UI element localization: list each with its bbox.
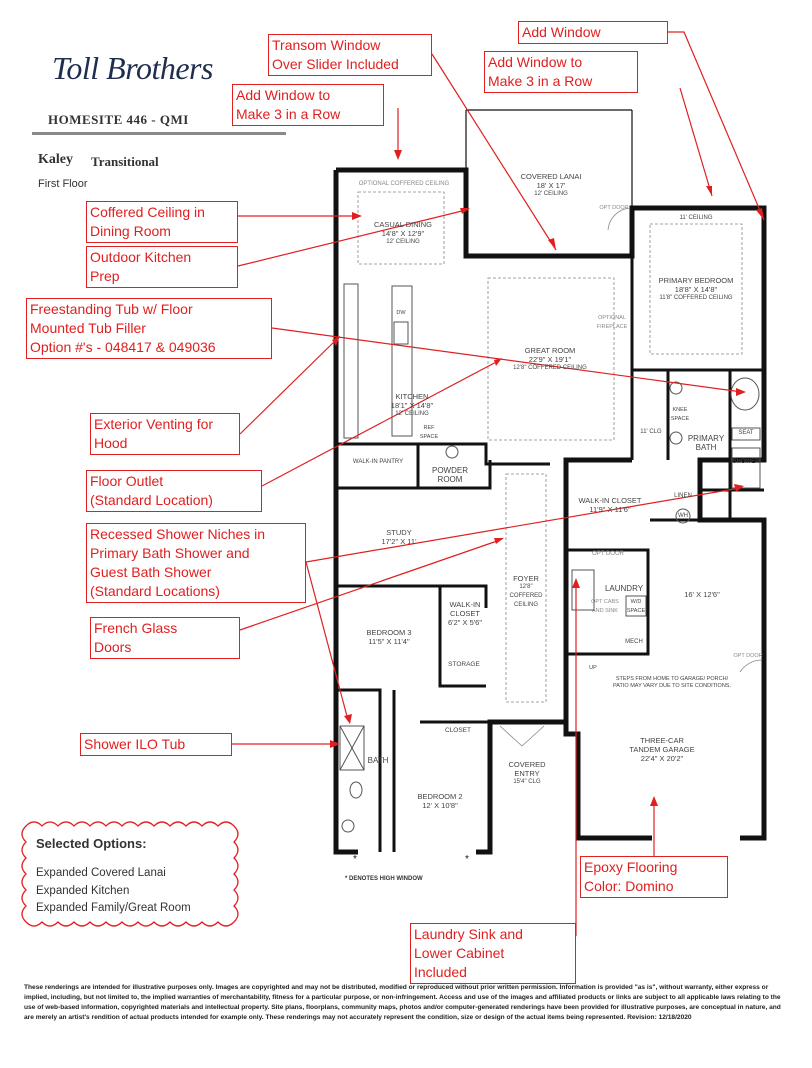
opt-door-closet-label: OPT DOOR xyxy=(592,551,624,557)
homesite-label: HOMESITE 446 - QMI xyxy=(48,112,189,127)
seat-label: SEAT xyxy=(738,430,754,436)
covered-entry-label: COVERED ENTRY 15'4" CLG xyxy=(508,760,546,785)
callout-laundry-sink: Laundry Sink and Lower Cabinet Included xyxy=(410,923,576,984)
plan-style: Transitional xyxy=(91,154,159,169)
primary-ceiling-label: 11' CEILING xyxy=(679,215,713,221)
walk-in-closet-primary-label: WALK-IN CLOSET 11'9" X 11'6" xyxy=(578,496,642,514)
laundry-label: LAUNDRY xyxy=(604,584,644,593)
callout-outdoor-kitchen: Outdoor Kitchen Prep xyxy=(86,246,238,288)
callout-floor-outlet: Floor Outlet (Standard Location) xyxy=(86,470,262,512)
high-window-note: * DENOTES HIGH WINDOW xyxy=(345,876,423,882)
svg-text:*: * xyxy=(465,854,469,865)
callout-add-window: Add Window xyxy=(518,21,668,44)
steps-note-label: STEPS FROM HOME TO GARAGE/ PORCH/ PATIO MAY VARY DUE TO SITE CONDITIONS. xyxy=(613,676,731,689)
callout-shower-ilo-tub: Shower ILO Tub xyxy=(80,733,232,756)
shower-label: SHOWER xyxy=(732,459,760,465)
bedroom2-label: BEDROOM 2 12' X 10'8" xyxy=(417,792,463,810)
callout-epoxy-flooring: Epoxy Flooring Color: Domino xyxy=(580,856,728,898)
callout-transom-window: Transom Window Over Slider Included xyxy=(268,34,432,76)
garage-label: THREE-CAR TANDEM GARAGE 22'4" X 20'2" xyxy=(629,736,695,763)
callout-shower-niches: Recessed Shower Niches in Primary Bath Shower and Guest Bath Shower (Standard Locations) xyxy=(86,523,306,603)
opt-door-lanai-label: OPT DOOR xyxy=(599,205,629,211)
wh-label: WH xyxy=(678,513,688,519)
covered-lanai-label: COVERED LANAI 18' X 17' 12' CEILING xyxy=(520,172,582,197)
plan-name: Kaley xyxy=(38,152,73,167)
primary-bath-label: PRIMARY BATH xyxy=(687,434,725,452)
room-16-label: 16' X 12'6" xyxy=(684,590,720,599)
callout-exterior-venting: Exterior Venting for Hood xyxy=(90,413,240,455)
linen-label: LINEN xyxy=(674,493,692,499)
storage-label: STORAGE xyxy=(448,661,480,668)
callout-add-window-3-left: Add Window to Make 3 in a Row xyxy=(232,84,384,126)
svg-text:*: * xyxy=(353,854,357,865)
opt-cabs-label: OPT CABS AND SINK xyxy=(591,599,619,614)
casual-dining-label: CASUAL DINING 14'8" X 12'9" 12' CEILING xyxy=(373,220,433,245)
wd-space-label: W/D SPACE xyxy=(626,599,646,614)
closet-label: CLOSET xyxy=(444,727,471,734)
callout-add-window-3-right: Add Window to Make 3 in a Row xyxy=(484,51,638,93)
dw-label: DW xyxy=(396,310,406,316)
walk-in-closet-b3-label: WALK-IN CLOSET 6'2" X 5'6" xyxy=(447,600,483,627)
disclaimer-text: These renderings are intended for illustrative purposes only. Images are copyrighted and may not be distributed, modified or reproduced without prior written permission. Information is provided "as is", without warranty, either express or implied, including, but not limited to, the implied warranties of merchantability, fitness for a particular purpose, or non-infringement. Access and use of the images and affiliated products or links are subject to all applicable laws relating to the use of web-based information, copyrighted materials and intellectual property. Site plans, floorplans, community maps, photos and/or computer-generated renderings have been provided for illustrative purposes, are conceptual in nature, and are merely an artist's rendition of actual products intended for example only. These renderings may not accurately represent the condition, size or design of the actual items being represented. Revision: 12/18/2020 xyxy=(24,984,781,1021)
opt-door-garage-label: OPT DOOR xyxy=(733,653,763,659)
selected-options-title: Selected Options: xyxy=(36,836,147,851)
clg-11-label: 11' CLG xyxy=(640,429,662,435)
optional-fireplace-label: OPTIONAL FIREPLACE xyxy=(596,315,628,330)
selected-option-item: Expanded Family/Great Room xyxy=(36,902,191,914)
callout-french-doors: French Glass Doors xyxy=(90,617,240,659)
bedroom3-label: BEDROOM 3 11'5" X 11'4" xyxy=(366,628,412,646)
study-label: STUDY 17'2" X 11' xyxy=(381,528,417,546)
ref-space-label: REF SPACE xyxy=(419,425,439,440)
foyer-label: FOYER 12'8" COFFERED CEILING xyxy=(509,574,543,608)
selected-option-item: Expanded Kitchen xyxy=(36,885,130,897)
great-room-label: GREAT ROOM 22'9" X 19'1" 12'8" COFFERED CEILING xyxy=(513,346,587,371)
mech-label: MECH xyxy=(625,639,643,645)
toll-brothers-logo: Toll Brothers xyxy=(52,50,213,86)
callout-freestanding-tub: Freestanding Tub w/ Floor Mounted Tub Filler Option #'s - 048417 & 049036 xyxy=(26,298,272,359)
walk-in-pantry-label: WALK-IN PANTRY xyxy=(352,459,404,465)
powder-room-label: POWDER ROOM xyxy=(432,466,468,484)
bath-label: BATH xyxy=(367,756,389,765)
kitchen-label: KITCHEN 18'1" X 14'8" 12' CEILING xyxy=(390,392,434,417)
callout-coffered-ceiling: Coffered Ceiling in Dining Room xyxy=(86,201,238,243)
coffered-ceiling-label: OPTIONAL COFFERED CEILING xyxy=(358,181,450,187)
knee-space-label: KNEE SPACE xyxy=(670,407,690,422)
floor-label: First Floor xyxy=(38,178,88,190)
primary-bedroom-label: PRIMARY BEDROOM 18'8" X 14'8" 11'8" COFFERED CEILING xyxy=(658,276,734,301)
up-label: UP xyxy=(589,665,597,671)
selected-option-item: Expanded Covered Lanai xyxy=(36,867,166,879)
